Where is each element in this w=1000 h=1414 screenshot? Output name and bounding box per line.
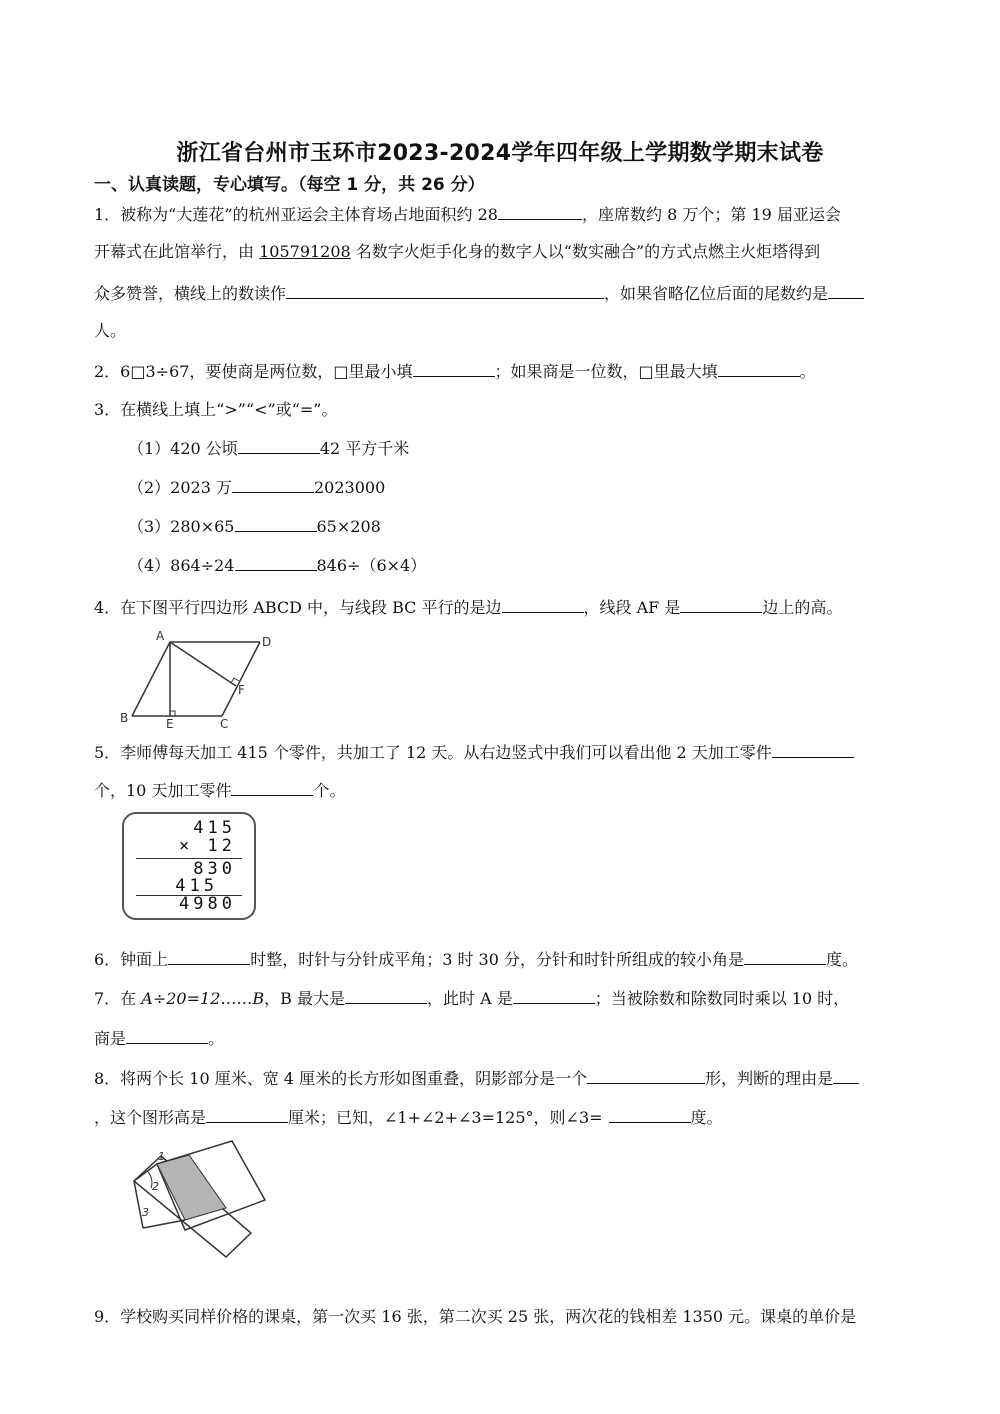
answer-blank[interactable] xyxy=(238,437,320,454)
q8-text: 厘米；已知，∠1+∠2+∠3=125°，则∠3= xyxy=(288,1108,603,1127)
label-d: D xyxy=(262,635,272,649)
q6-text: 时整，时针与分针成平角；3 时 30 分，分针和时针所组成的较小角是 xyxy=(250,950,744,969)
q5-line2 xyxy=(94,779,345,802)
q3-item-right: 846÷（6×4） xyxy=(316,556,427,575)
q1-line4: 人。 xyxy=(94,321,127,340)
answer-blank[interactable] xyxy=(502,596,584,613)
q1-line3 xyxy=(94,282,864,305)
q2-text: 。 xyxy=(799,362,816,381)
q2-line xyxy=(94,360,816,383)
answer-blank[interactable] xyxy=(206,1106,288,1123)
q2-text: ；如果商是一位数，□里最大填 xyxy=(494,362,718,381)
answer-blank[interactable] xyxy=(235,554,317,571)
answer-blank[interactable] xyxy=(232,476,314,493)
answer-blank[interactable] xyxy=(828,282,864,299)
exam-title: 浙江省台州市玉环市2023-2024学年四年级上学期数学期末试卷 xyxy=(176,141,824,166)
q4-text: ，线段 AF 是 xyxy=(583,598,681,617)
q7-text: 7．在 xyxy=(94,989,142,1008)
edge-ab xyxy=(132,642,170,716)
q6-line xyxy=(94,948,858,971)
q1-text: 众多赞誉，横线上的数读作 xyxy=(94,284,287,303)
q7-line2 xyxy=(94,1027,224,1050)
underlined-number: 105791208 xyxy=(259,242,351,261)
answer-blank[interactable] xyxy=(231,779,313,796)
q6-text: 6．钟面上 xyxy=(94,950,169,969)
q1-text: ，如果省略亿位后面的尾数约是 xyxy=(604,284,829,303)
angle-label-2: 2 xyxy=(152,1180,159,1193)
q3-item-right: 65×208 xyxy=(316,517,381,536)
q7-text: ，此时 A 是 xyxy=(426,989,513,1008)
label-e: E xyxy=(166,717,174,730)
q3-item xyxy=(128,476,385,499)
q7-text: 商是 xyxy=(94,1029,127,1048)
vertical-multiplication xyxy=(122,812,256,920)
answer-blank[interactable] xyxy=(833,1067,859,1084)
q1-text: 名数字火炬手化身的数字人以“数实融合”的方式点燃主火炬塔得到 xyxy=(350,242,821,261)
q5-text: 个。 xyxy=(313,781,346,800)
answer-blank[interactable] xyxy=(680,596,762,613)
q8-line1 xyxy=(94,1067,859,1090)
answer-blank[interactable] xyxy=(413,360,495,377)
answer-blank[interactable] xyxy=(286,282,604,299)
answer-blank[interactable] xyxy=(126,1027,208,1044)
q4-text: 边上的高。 xyxy=(762,598,843,617)
q3-item-right: 2023000 xyxy=(314,478,386,497)
q1-line2 xyxy=(94,241,820,263)
q1-text: 开幕式在此馆举行，由 xyxy=(94,242,260,261)
answer-blank[interactable] xyxy=(513,987,595,1004)
q3-item-right: 42 平方千米 xyxy=(319,439,410,458)
label-c: C xyxy=(220,717,229,730)
overlapping-rectangles-figure xyxy=(118,1136,278,1266)
answer-blank[interactable] xyxy=(235,515,317,532)
q8-line2 xyxy=(94,1106,723,1129)
q9-line: 9．学校购买同样价格的课桌，第一次买 16 张，第二次买 25 张，两次花的钱相差 1350 元。课桌的单价是 xyxy=(94,1307,857,1326)
q7-text: ，B 最大是 xyxy=(264,989,345,1008)
label-a: A xyxy=(156,629,165,643)
answer-blank[interactable] xyxy=(744,948,826,965)
q3-item xyxy=(128,554,426,577)
q4-text: 4．在下图平行四边形 ABCD 中，与线段 BC 平行的是边 xyxy=(94,598,502,617)
answer-blank[interactable] xyxy=(168,948,250,965)
answer-blank[interactable] xyxy=(498,203,582,220)
q1-text: 1．被称为“大莲花”的杭州亚运会主体育场占地面积约 28 xyxy=(94,205,498,224)
label-b: B xyxy=(120,711,129,725)
calc-row: 4980 xyxy=(179,894,236,914)
q8-text: ，这个图形高是 xyxy=(94,1108,207,1127)
q7-text: ；当被除数和除数同时乘以 10 时， xyxy=(594,989,850,1008)
q3-stem: 3．在横线上填上“>”“<”或“=”。 xyxy=(94,400,338,419)
answer-blank[interactable] xyxy=(587,1067,705,1084)
q8-text: 形，判断的理由是 xyxy=(705,1069,834,1088)
answer-blank[interactable] xyxy=(609,1106,691,1123)
calc-row: 415 xyxy=(193,818,236,838)
q5-line1 xyxy=(94,741,854,764)
q6-text: 度。 xyxy=(826,950,859,969)
q3-item-left: （3）280×65 xyxy=(128,517,235,536)
angle-label-3: 3 xyxy=(142,1206,149,1219)
q3-item xyxy=(128,515,381,538)
height-af xyxy=(170,642,236,686)
q4-line xyxy=(94,596,842,619)
q3-item xyxy=(128,437,409,460)
angle-label-1: 1 xyxy=(158,1150,165,1163)
answer-blank[interactable] xyxy=(718,360,800,377)
edge-dc xyxy=(222,642,260,716)
q2-text: 2．6□3÷67，要使商是两位数，□里最小填 xyxy=(94,362,413,381)
q7-expression: A÷20=12……B xyxy=(141,989,265,1008)
calc-row: × 12 xyxy=(179,836,236,856)
q8-text: 8．将两个长 10 厘米、宽 4 厘米的长方形如图重叠，阴影部分是一个 xyxy=(94,1069,588,1088)
calc-row: 830 xyxy=(193,859,236,879)
calc-row: 415 xyxy=(175,876,218,896)
q7-text: 。 xyxy=(208,1029,225,1048)
label-f: F xyxy=(238,683,245,697)
q1-text: ，座席数约 8 万个；第 19 届亚运会 xyxy=(582,205,841,224)
answer-blank[interactable] xyxy=(345,987,427,1004)
answer-blank[interactable] xyxy=(772,741,854,758)
q5-text: 5．李师傅每天加工 415 个零件，共加工了 12 天。从右边竖式中我们可以看出他 2 天加工零件 xyxy=(94,743,772,762)
parallelogram-figure xyxy=(112,624,277,730)
q8-text: 度。 xyxy=(690,1108,723,1127)
q7-line1 xyxy=(94,987,849,1010)
q5-text: 个，10 天加工零件 xyxy=(94,781,232,800)
q3-item-left: （2）2023 万 xyxy=(128,478,232,497)
q1-line1 xyxy=(94,203,841,226)
q3-item-left: （4）864÷24 xyxy=(128,556,235,575)
section-heading: 一、认真读题，专心填写。（每空 1 分，共 26 分） xyxy=(94,175,485,195)
q3-item-left: （1）420 公顷 xyxy=(128,439,238,458)
